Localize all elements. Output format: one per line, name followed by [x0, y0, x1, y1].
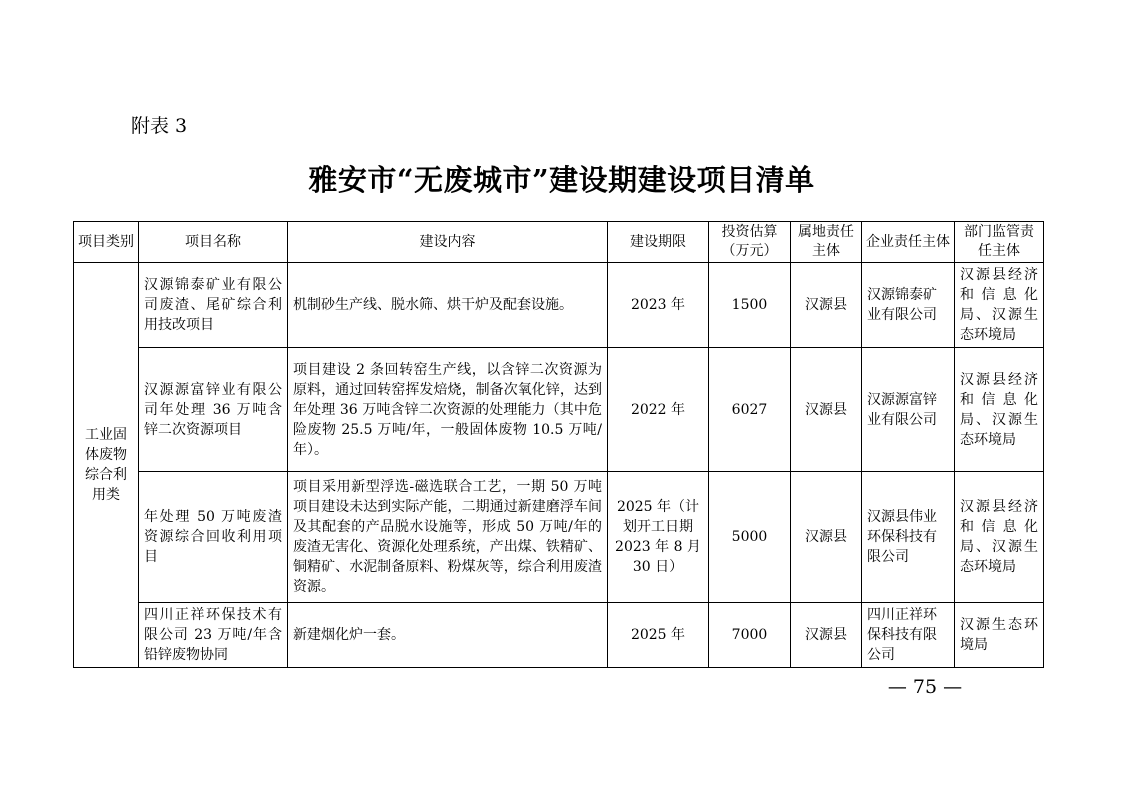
project-name-cell: 四川正祥环保技术有限公司 23 万吨/年含铅锌废物协同: [139, 603, 288, 668]
enterprise-cell: 汉源县伟业环保科技有限公司: [862, 472, 955, 603]
enterprise-cell: 四川正祥环保科技有限公司: [862, 603, 955, 668]
project-name-cell: 汉源锦泰矿业有限公司废渣、尾矿综合利用技改项目: [139, 263, 288, 348]
table-row: [74, 348, 1044, 472]
enterprise-cell: 汉源锦泰矿业有限公司: [862, 263, 955, 348]
period-cell: 2023 年: [608, 263, 709, 348]
content-cell: 新建烟化炉一套。: [288, 603, 608, 668]
content-cell: 项目建设 2 条回转窑生产线，以含锌二次资源为原料，通过回转窑挥发焙烧，制备次氧化锌，达到年处理 36 万吨含锌二次资源的处理能力（其中危险废物 25.5 万吨/年，一般固体废物 10.5 万吨/年）。: [288, 348, 608, 472]
enterprise-cell: 汉源源富锌业有限公司: [862, 348, 955, 472]
investment-cell: 5000: [709, 472, 791, 603]
investment-cell: 1500: [709, 263, 791, 348]
header-investment: 投资估算（万元）: [709, 222, 791, 263]
department-cell: 汉源县经济和信息化局、汉源生态环境局: [955, 263, 1044, 348]
project-table: [73, 221, 1044, 668]
page-number: — 75 —: [887, 676, 963, 698]
header-period: 建设期限: [608, 222, 709, 263]
header-name: 项目名称: [139, 222, 288, 263]
investment-cell: 6027: [709, 348, 791, 472]
investment-cell: 7000: [709, 603, 791, 668]
period-cell: 2025 年（计划开工日期 2023 年 8 月 30 日）: [608, 472, 709, 603]
content-cell: 机制砂生产线、脱水筛、烘干炉及配套设施。: [288, 263, 608, 348]
table-row: [74, 603, 1044, 668]
locality-cell: 汉源县: [791, 348, 862, 472]
period-cell: 2025 年: [608, 603, 709, 668]
category-cell: 工业固体废物综合利用类: [74, 263, 139, 668]
project-name-cell: 年处理 50 万吨废渣资源综合回收利用项目: [139, 472, 288, 603]
department-cell: 汉源县经济和信息化局、汉源生态环境局: [955, 348, 1044, 472]
table-row: [74, 263, 1044, 348]
content-cell: 项目采用新型浮选-磁选联合工艺，一期 50 万吨项目建设未达到实际产能，二期通过新建磨浮车间及其配套的产品脱水设施等，形成 50 万吨/年的废渣无害化、资源化处理系统，产出煤、铁精矿、铜精矿、水泥制备原料、粉煤灰等，综合利用废渣资源。: [288, 472, 608, 603]
table-header-row: [74, 222, 1044, 263]
header-locality: 属地责任主体: [791, 222, 862, 263]
header-enterprise: 企业责任主体: [862, 222, 955, 263]
header-content: 建设内容: [288, 222, 608, 263]
locality-cell: 汉源县: [791, 263, 862, 348]
document-title: 雅安市“无废城市”建设期建设项目清单: [308, 163, 815, 197]
department-cell: 汉源生态环境局: [955, 603, 1044, 668]
period-cell: 2022 年: [608, 348, 709, 472]
locality-cell: 汉源县: [791, 472, 862, 603]
table-row: [74, 472, 1044, 603]
appendix-label: 附表 3: [131, 115, 188, 137]
project-name-cell: 汉源源富锌业有限公司年处理 36 万吨含锌二次资源项目: [139, 348, 288, 472]
department-cell: 汉源县经济和信息化局、汉源生态环境局: [955, 472, 1044, 603]
header-department: 部门监管责任主体: [955, 222, 1044, 263]
locality-cell: 汉源县: [791, 603, 862, 668]
header-category: 项目类别: [74, 222, 139, 263]
